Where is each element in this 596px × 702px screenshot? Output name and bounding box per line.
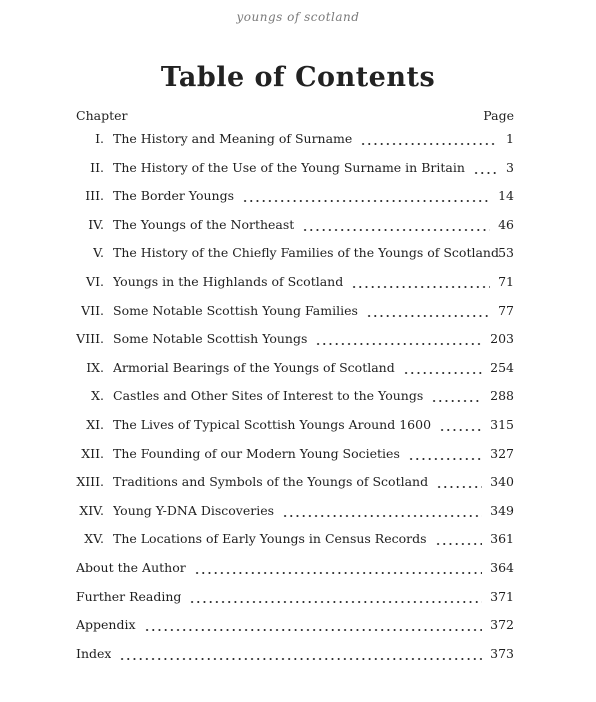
toc-entry-page: 14: [498, 188, 514, 204]
toc-entry: [0, 559, 596, 577]
toc-entry-number: V.: [93, 245, 104, 261]
toc-entry: [0, 216, 596, 234]
dot-leader: [144, 616, 482, 634]
dot-leader: [366, 302, 490, 320]
toc-entry: [0, 130, 596, 148]
toc-entry-number: X.: [91, 388, 104, 404]
toc-entry-page: 71: [498, 274, 514, 289]
dot-leader: [194, 559, 482, 577]
dot-leader: [189, 588, 482, 606]
toc-entry-number: I.: [95, 131, 104, 146]
toc-entry-page: 340: [490, 474, 514, 490]
toc-entry-title: Index: [76, 645, 112, 661]
dot-leader: [403, 359, 482, 377]
dot-leader: [435, 530, 482, 548]
toc-entry: [0, 359, 596, 377]
toc-entry: [0, 302, 596, 320]
toc-entry-page: 203: [490, 331, 514, 347]
toc-entry-title: Some Notable Scottish Youngs: [113, 331, 308, 347]
toc-entry: [0, 616, 596, 634]
toc-entry-title: Some Notable Scottish Young Families: [113, 302, 358, 318]
toc-entry-title: The Lives of Typical Scottish Youngs Around 1600: [113, 417, 432, 432]
toc-entry: [0, 645, 596, 663]
toc-entry-title: Appendix: [76, 617, 136, 633]
toc-entry: [0, 244, 596, 262]
toc-entry-page: 371: [490, 588, 514, 604]
toc-entry-title: The Locations of Early Youngs in Census Records: [113, 531, 427, 547]
dot-leader: [302, 216, 490, 234]
page-title: Table of Contents: [160, 62, 436, 93]
toc-entry-number: XIV.: [79, 502, 104, 518]
toc-entry-page: 288: [490, 388, 514, 404]
toc-entry-page: 1: [506, 131, 514, 146]
toc-entry-page: 77: [498, 302, 514, 318]
toc-entry-title: The Border Youngs: [113, 188, 235, 204]
toc-entry-title: Traditions and Symbols of the Youngs of Scotland: [113, 474, 429, 490]
toc-entry-title: The Youngs of the Northeast: [113, 216, 295, 232]
toc-entry-page: 46: [498, 216, 514, 232]
toc-entry-page: 349: [490, 502, 514, 518]
toc-entry-number: XII.: [81, 445, 104, 461]
toc-entry-number: XI.: [86, 417, 104, 432]
toc-entry: [0, 330, 596, 348]
dot-leader: [119, 645, 482, 663]
toc-entry-page: 373: [490, 645, 514, 661]
toc-entry-page: 372: [490, 617, 514, 633]
toc-entry: [0, 502, 596, 520]
toc-entry: [0, 273, 596, 291]
toc-entry-page: 361: [490, 531, 514, 547]
toc-entry: [0, 473, 596, 491]
dot-leader: [439, 416, 482, 434]
toc-entry: [0, 588, 596, 606]
toc-entry-page: 254: [490, 359, 514, 375]
toc-entry: [0, 387, 596, 405]
dot-leader: [408, 445, 482, 463]
dot-leader: [351, 273, 490, 291]
toc-entry-title: About the Author: [76, 560, 186, 575]
toc-entry-number: VIII.: [76, 331, 104, 347]
toc-entry-page: 327: [490, 445, 514, 461]
toc-entry-title: Armorial Bearings of the Youngs of Scotland: [113, 359, 395, 375]
toc-entry-number: III.: [85, 188, 104, 204]
toc-entry: [0, 159, 596, 177]
toc-entry-number: VI.: [86, 274, 104, 289]
toc-entry: [0, 187, 596, 205]
toc-entry-title: Young Y-DNA Discoveries: [113, 502, 275, 518]
toc-entry-page: 364: [490, 560, 514, 575]
running-head: youngs of scotland: [236, 10, 360, 24]
toc-entry-number: IV.: [88, 216, 104, 232]
toc-entry-title: Youngs in the Highlands of Scotland: [113, 274, 344, 289]
toc-entry-number: XIII.: [76, 474, 104, 490]
dot-leader: [315, 330, 482, 348]
dot-leader: [436, 473, 482, 491]
toc-entry-number: VII.: [81, 302, 104, 318]
toc-entry-title: The History of the Use of the Young Surname in Britain: [113, 159, 465, 175]
toc-entry-page: 53: [498, 245, 514, 261]
toc-entry-title: Castles and Other Sites of Interest to the Youngs: [113, 388, 424, 404]
toc-entry-page: 3: [506, 159, 514, 175]
dot-leader: [360, 130, 498, 148]
toc-entry-title: The History and Meaning of Surname: [113, 131, 353, 146]
toc-entry-number: II.: [90, 159, 104, 175]
dot-leader: [431, 387, 482, 405]
chapter-column-label: Chapter: [76, 108, 128, 123]
toc-entry-page: 315: [490, 417, 514, 432]
toc-entry-title: The Founding of our Modern Young Societies: [113, 445, 400, 461]
dot-leader: [473, 159, 498, 177]
dot-leader: [242, 187, 490, 205]
toc-entry-number: IX.: [86, 359, 104, 375]
toc-entry: [0, 530, 596, 548]
page-column-label: Page: [483, 108, 514, 123]
toc-entry-title: Further Reading: [76, 588, 182, 604]
dot-leader: [282, 502, 482, 520]
toc-entry-number: XV.: [84, 531, 104, 547]
toc-entry: [0, 445, 596, 463]
toc-entry-title: The History of the Chiefly Families of the Youngs of Scotland: [113, 245, 499, 261]
toc-entry: [0, 416, 596, 434]
